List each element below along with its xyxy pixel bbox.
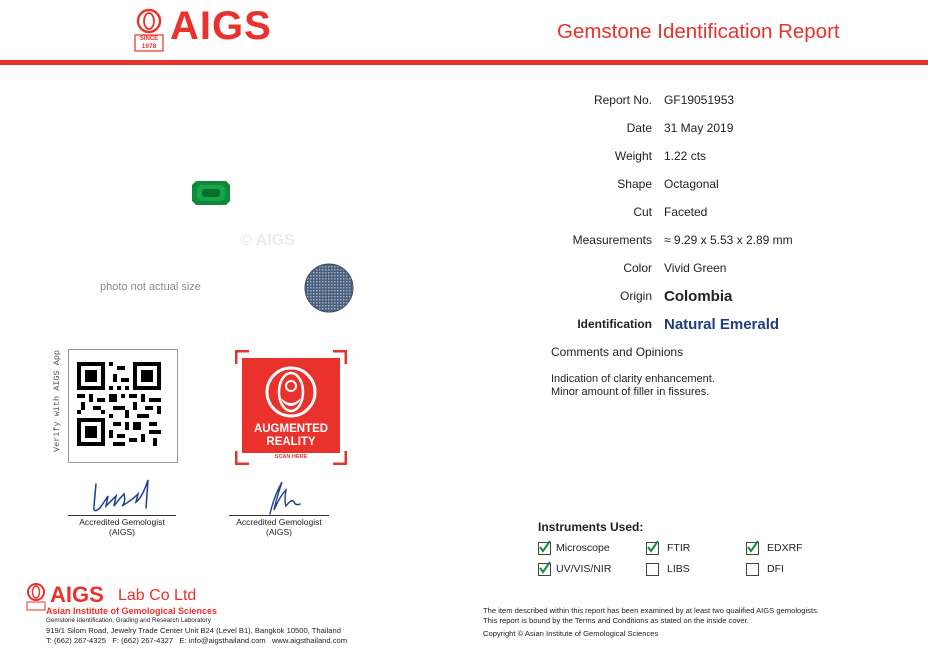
- date-label: Date: [626, 121, 652, 135]
- signature-2-line: [229, 515, 329, 516]
- ftir-checkbox[interactable]: [646, 542, 659, 555]
- signature-1-line: [68, 515, 176, 516]
- photo-caption: photo not actual size: [100, 281, 201, 293]
- shape-label: Shape: [617, 177, 652, 191]
- uv-vis-nir-label: UV/VIS/NIR: [556, 563, 612, 575]
- uv-vis-nir-checkbox[interactable]: [538, 563, 551, 576]
- color-value: Vivid Green: [664, 261, 727, 275]
- footer-address: 919/1 Silom Road, Jewelry Trade Center Unit B24 (Level B1), Bangkok 10500, Thailand: [46, 626, 341, 635]
- measurements-label: Measurements: [572, 233, 652, 247]
- footer-brand-suffix: Lab Co Ltd: [118, 587, 197, 604]
- ar-scan-here: SCAN HERE: [274, 454, 308, 460]
- origin-value: Colombia: [664, 288, 733, 305]
- footer-lab-desc: Gemstone Identification, Grading and Research Laboratory: [46, 617, 211, 624]
- libs-checkbox[interactable]: [646, 563, 659, 576]
- signature-2: [256, 476, 306, 520]
- report-no-value: GF19051953: [664, 93, 735, 107]
- watermark-logo: © AIGS: [240, 232, 295, 249]
- footer-institute: Asian Institute of Gemological Sciences: [46, 606, 218, 616]
- since-year: 1978: [141, 43, 157, 50]
- instruments-heading: Instruments Used:: [538, 520, 644, 534]
- disclaimer-line-2: This report is bound by the Terms and Conditions as stated on the inside cover.: [483, 616, 749, 625]
- weight-label: Weight: [614, 149, 652, 163]
- signature-1: [88, 474, 158, 518]
- ftir-label: FTIR: [667, 542, 691, 554]
- signature-2-title: Accredited Gemologist: [236, 517, 322, 527]
- signature-1-title: Accredited Gemologist: [79, 517, 165, 527]
- edxrf-checkbox[interactable]: [746, 542, 759, 555]
- measurements-value: ≈ 9.29 x 5.53 x 2.89 mm: [664, 233, 793, 247]
- shape-value: Octagonal: [664, 177, 719, 191]
- header-divider: [0, 60, 928, 65]
- disclaimer-line-1: The item described within this report has been examined by at least two qualified AIGS gemologists.: [483, 606, 819, 615]
- report-no-label: Report No.: [593, 93, 652, 107]
- comment-line-1: Indication of clarity enhancement.: [551, 373, 715, 385]
- identification-label: Identification: [577, 317, 652, 331]
- microscope-label: Microscope: [556, 542, 610, 554]
- color-label: Color: [623, 261, 652, 275]
- since-label: SINCE: [139, 36, 159, 42]
- cut-value: Faceted: [664, 205, 708, 219]
- hologram-seal-icon: [304, 263, 354, 313]
- microscope-checkbox[interactable]: [538, 542, 551, 555]
- augmented-reality-badge[interactable]: [235, 350, 347, 465]
- qr-code[interactable]: [77, 362, 161, 451]
- footer-brand: AIGS: [50, 582, 104, 607]
- signature-1-org: (AIGS): [109, 527, 135, 537]
- ar-line-1: AUGMENTED: [253, 423, 329, 435]
- signature-2-org: (AIGS): [266, 527, 292, 537]
- report-title: Gemstone Identification Report: [557, 20, 840, 43]
- cut-label: Cut: [633, 205, 652, 219]
- weight-value: 1.22 cts: [664, 149, 707, 163]
- ar-line-2: REALITY: [266, 436, 316, 448]
- copyright: Copyright © Asian Institute of Gemological Sciences: [483, 629, 659, 638]
- libs-label: LIBS: [667, 563, 690, 575]
- emerald-photo: [192, 181, 230, 205]
- date-value: 31 May 2019: [664, 121, 734, 135]
- comment-line-2: Minor amount of filler in fissures.: [551, 386, 710, 398]
- edxrf-label: EDXRF: [767, 542, 803, 554]
- comments-heading: Comments and Opinions: [551, 345, 684, 359]
- origin-label: Origin: [619, 289, 652, 303]
- brand-logo-text: AIGS: [170, 4, 272, 48]
- identification-value: Natural Emerald: [664, 316, 780, 333]
- dfi-checkbox[interactable]: [746, 563, 759, 576]
- footer-contact: T: (662) 267-4325 F: (662) 267-4327 E: info@aigsthailand.com www.aigsthailand.com: [46, 636, 348, 645]
- aigs-logo-icon: [134, 8, 164, 52]
- verify-text: Verify with AIGS App: [52, 349, 62, 452]
- footer-logo-icon: [26, 583, 46, 611]
- dfi-label: DFI: [767, 563, 784, 575]
